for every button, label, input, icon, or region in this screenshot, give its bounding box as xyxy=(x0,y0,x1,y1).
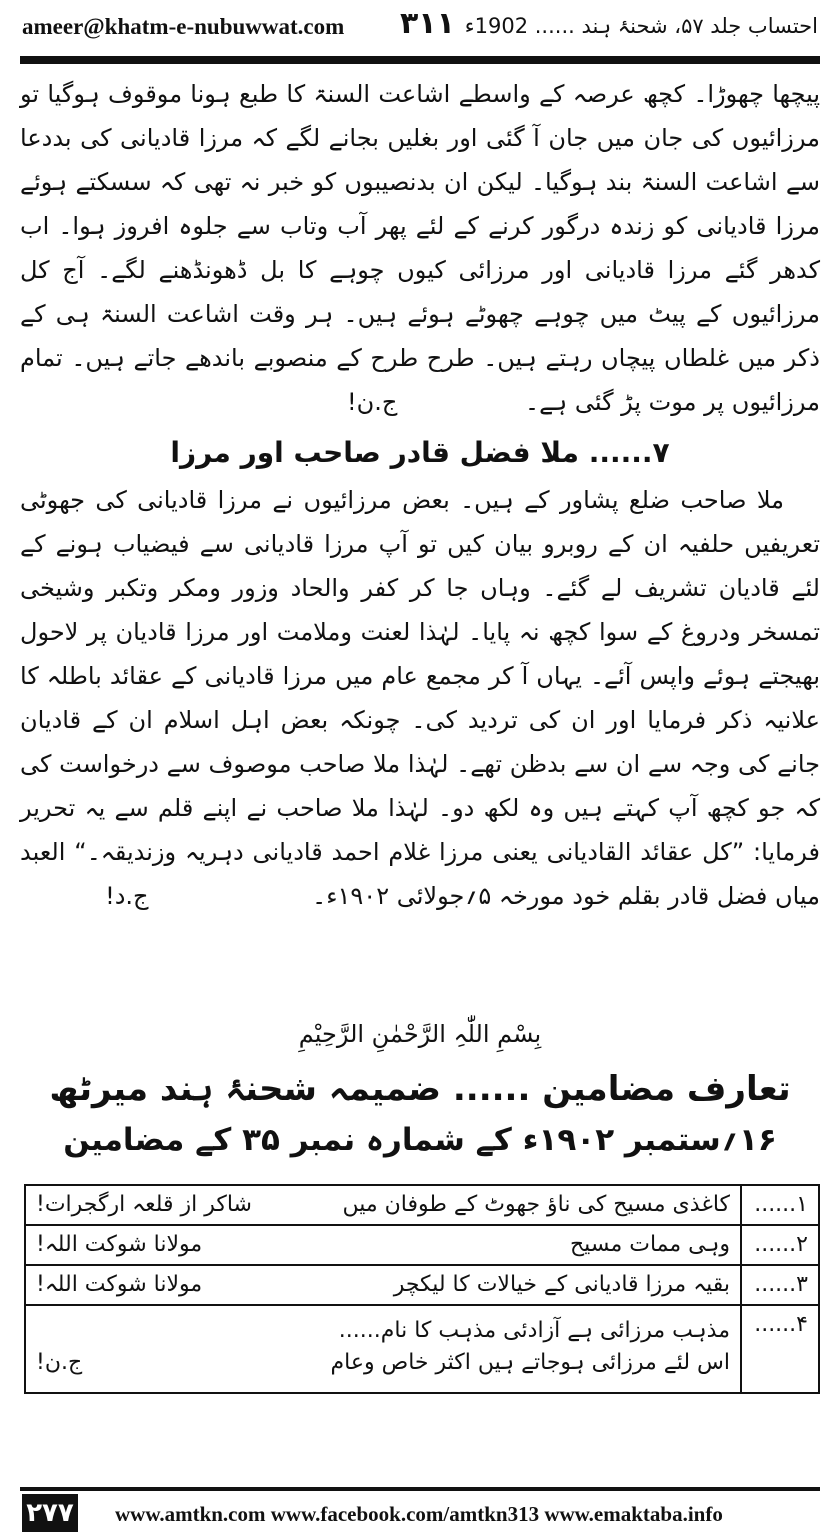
row-number: ۲...... xyxy=(741,1225,819,1265)
table-row xyxy=(25,1265,819,1305)
footer-page-number: ۲۷۷ xyxy=(22,1494,78,1532)
contents-table xyxy=(24,1184,820,1394)
paragraph-1-text: پیچھا چھوڑا۔ کچھ عرصہ کے واسطے اشاعت السنۃ کا طبع ہونا موقوف ہوگیا تو مرزائیوں کی جان میں جان آ گئی اور بغلیں بجانے لگے کہ مرزا قادیانی کی بددعا سے اشاعت السنۃ بند ہوگیا۔ لیکن ان بدنصیبوں کو خبر نہ تھی کہ سسکتے ہوئے مرزا قادیانی کو زندہ درگور کرنے کے لئے پھر آب وتاب سے جلوہ افروز ہوا۔ اب کدھر گئے مرزا قادیانی اور مرزائی کیوں چوہے کا بل ڈھونڈھنے لگے۔ آج کل مرزائیوں کے پیٹ میں چوہے چھوٹے ہوئے ہیں۔ ہر وقت اشاعت السنۃ ہی کے ذکر میں غلطاں پیچاں رہتے ہیں۔ طرح طرح کے منصوبے باندھے جاتے ہیں۔ تمام مرزائیوں پر موت پڑ گئی ہے۔ xyxy=(20,80,821,416)
row-title-line-1: مذہب مرزائی ہے آزادئی مذہب کا نام...... xyxy=(338,1318,730,1343)
row-title: کاغذی مسیح کی ناؤ جھوٹ کے طوفان میں xyxy=(342,1192,730,1217)
row-number: ۱...... xyxy=(741,1185,819,1225)
table-row xyxy=(25,1185,819,1225)
paragraph-1 xyxy=(20,72,820,424)
header-email: ameer@khatm-e-nubuwwat.com xyxy=(22,14,345,39)
table-row xyxy=(25,1225,819,1265)
signature-1: ج.ن! xyxy=(346,388,398,416)
row-author: شاکر از قلعہ ارگجرات! xyxy=(36,1192,252,1217)
row-content xyxy=(25,1185,741,1225)
row-title: وہی ممات مسیح xyxy=(569,1232,730,1257)
header-rule xyxy=(20,56,820,64)
row-title: بقیہ مرزا قادیانی کے خیالات کا لیکچر xyxy=(393,1272,730,1297)
bismillah: بِسْمِ اللّٰہِ الرَّحْمٰنِ الرَّحِیْمِ xyxy=(298,1020,542,1048)
footer-links: www.amtkn.com www.facebook.com/amtkn313 www.emaktaba.info xyxy=(115,1502,723,1526)
row-content xyxy=(25,1225,741,1265)
row-content xyxy=(25,1305,741,1393)
row-number: ۳...... xyxy=(741,1265,819,1305)
intro-subtitle: ۱۶؍ستمبر ۱۹۰۲ء کے شمارہ نمبر ۳۵ کے مضامین xyxy=(63,1122,777,1158)
page-header xyxy=(0,0,840,56)
row-author: مولانا شوکت اللہ! xyxy=(36,1232,203,1257)
signature-2: ج.د! xyxy=(105,882,149,910)
section-heading: ۷...... ملا فضل قادر صاحب اور مرزا xyxy=(170,436,670,469)
row-title-line-2: اس لئے مرزائی ہوجاتے ہیں اکثر خاص وعام xyxy=(330,1350,730,1375)
header-title: احتساب جلد ۵۷، شحنۂ ہند ...... 1902ء xyxy=(464,14,818,38)
row-number: ۴...... xyxy=(741,1305,819,1393)
main-content xyxy=(20,72,820,918)
table-row xyxy=(25,1305,819,1393)
row-author: مولانا شوکت اللہ! xyxy=(36,1272,203,1297)
paragraph-2-text: ملا صاحب ضلع پشاور کے ہیں۔ بعض مرزائیوں نے مرزا قادیانی کی جھوٹی تعریفیں حلفیہ ان کے روبرو بیان کیں تو آپ مرزا قادیانی سے فیضیاب ہونے کے لئے قادیان تشریف لے گئے۔ وہاں جا کر کفر والحاد وزور ومکر وتکبر وشیخی تمسخر ودروغ کے سوا کچھ نہ پایا۔ لہٰذا لعنت وملامت اور مرزا قادیان پر لاحول بھیجتے ہوئے واپس آئے۔ یہاں آ کر مجمع عام میں مرزا قادیانی کے عقائد باطلہ کا علانیہ ذکر فرمایا اور ان کی تردید کی۔ چونکہ بعض اہل اسلام ان کے قادیان جانے کی وجہ سے ان سے بدظن تھے۔ لہٰذا ملا صاحب موصوف سے درخواست کی کہ جو کچھ آپ کہتے ہیں وہ لکھ دو۔ لہٰذا ملا صاحب نے اپنے قلم سے یہ تحریر فرمایا: ”کل عقائد القادیانی یعنی مرزا غلام احمد قادیانی دہریہ وزندیقہ۔“ العبد میاں فضل قادر بقلم خود مورخہ ۵؍جولائی ۱۹۰۲ء۔ xyxy=(20,486,820,910)
paragraph-2 xyxy=(20,478,820,918)
header-page-number: ۳۱۱ xyxy=(400,6,455,41)
intro-title: تعارف مضامین ...... ضمیمہ شحنۂ ہند میرٹھ xyxy=(49,1069,791,1109)
row-content xyxy=(25,1265,741,1305)
row-author: ج.ن! xyxy=(36,1350,83,1375)
footer-rule xyxy=(20,1487,820,1491)
